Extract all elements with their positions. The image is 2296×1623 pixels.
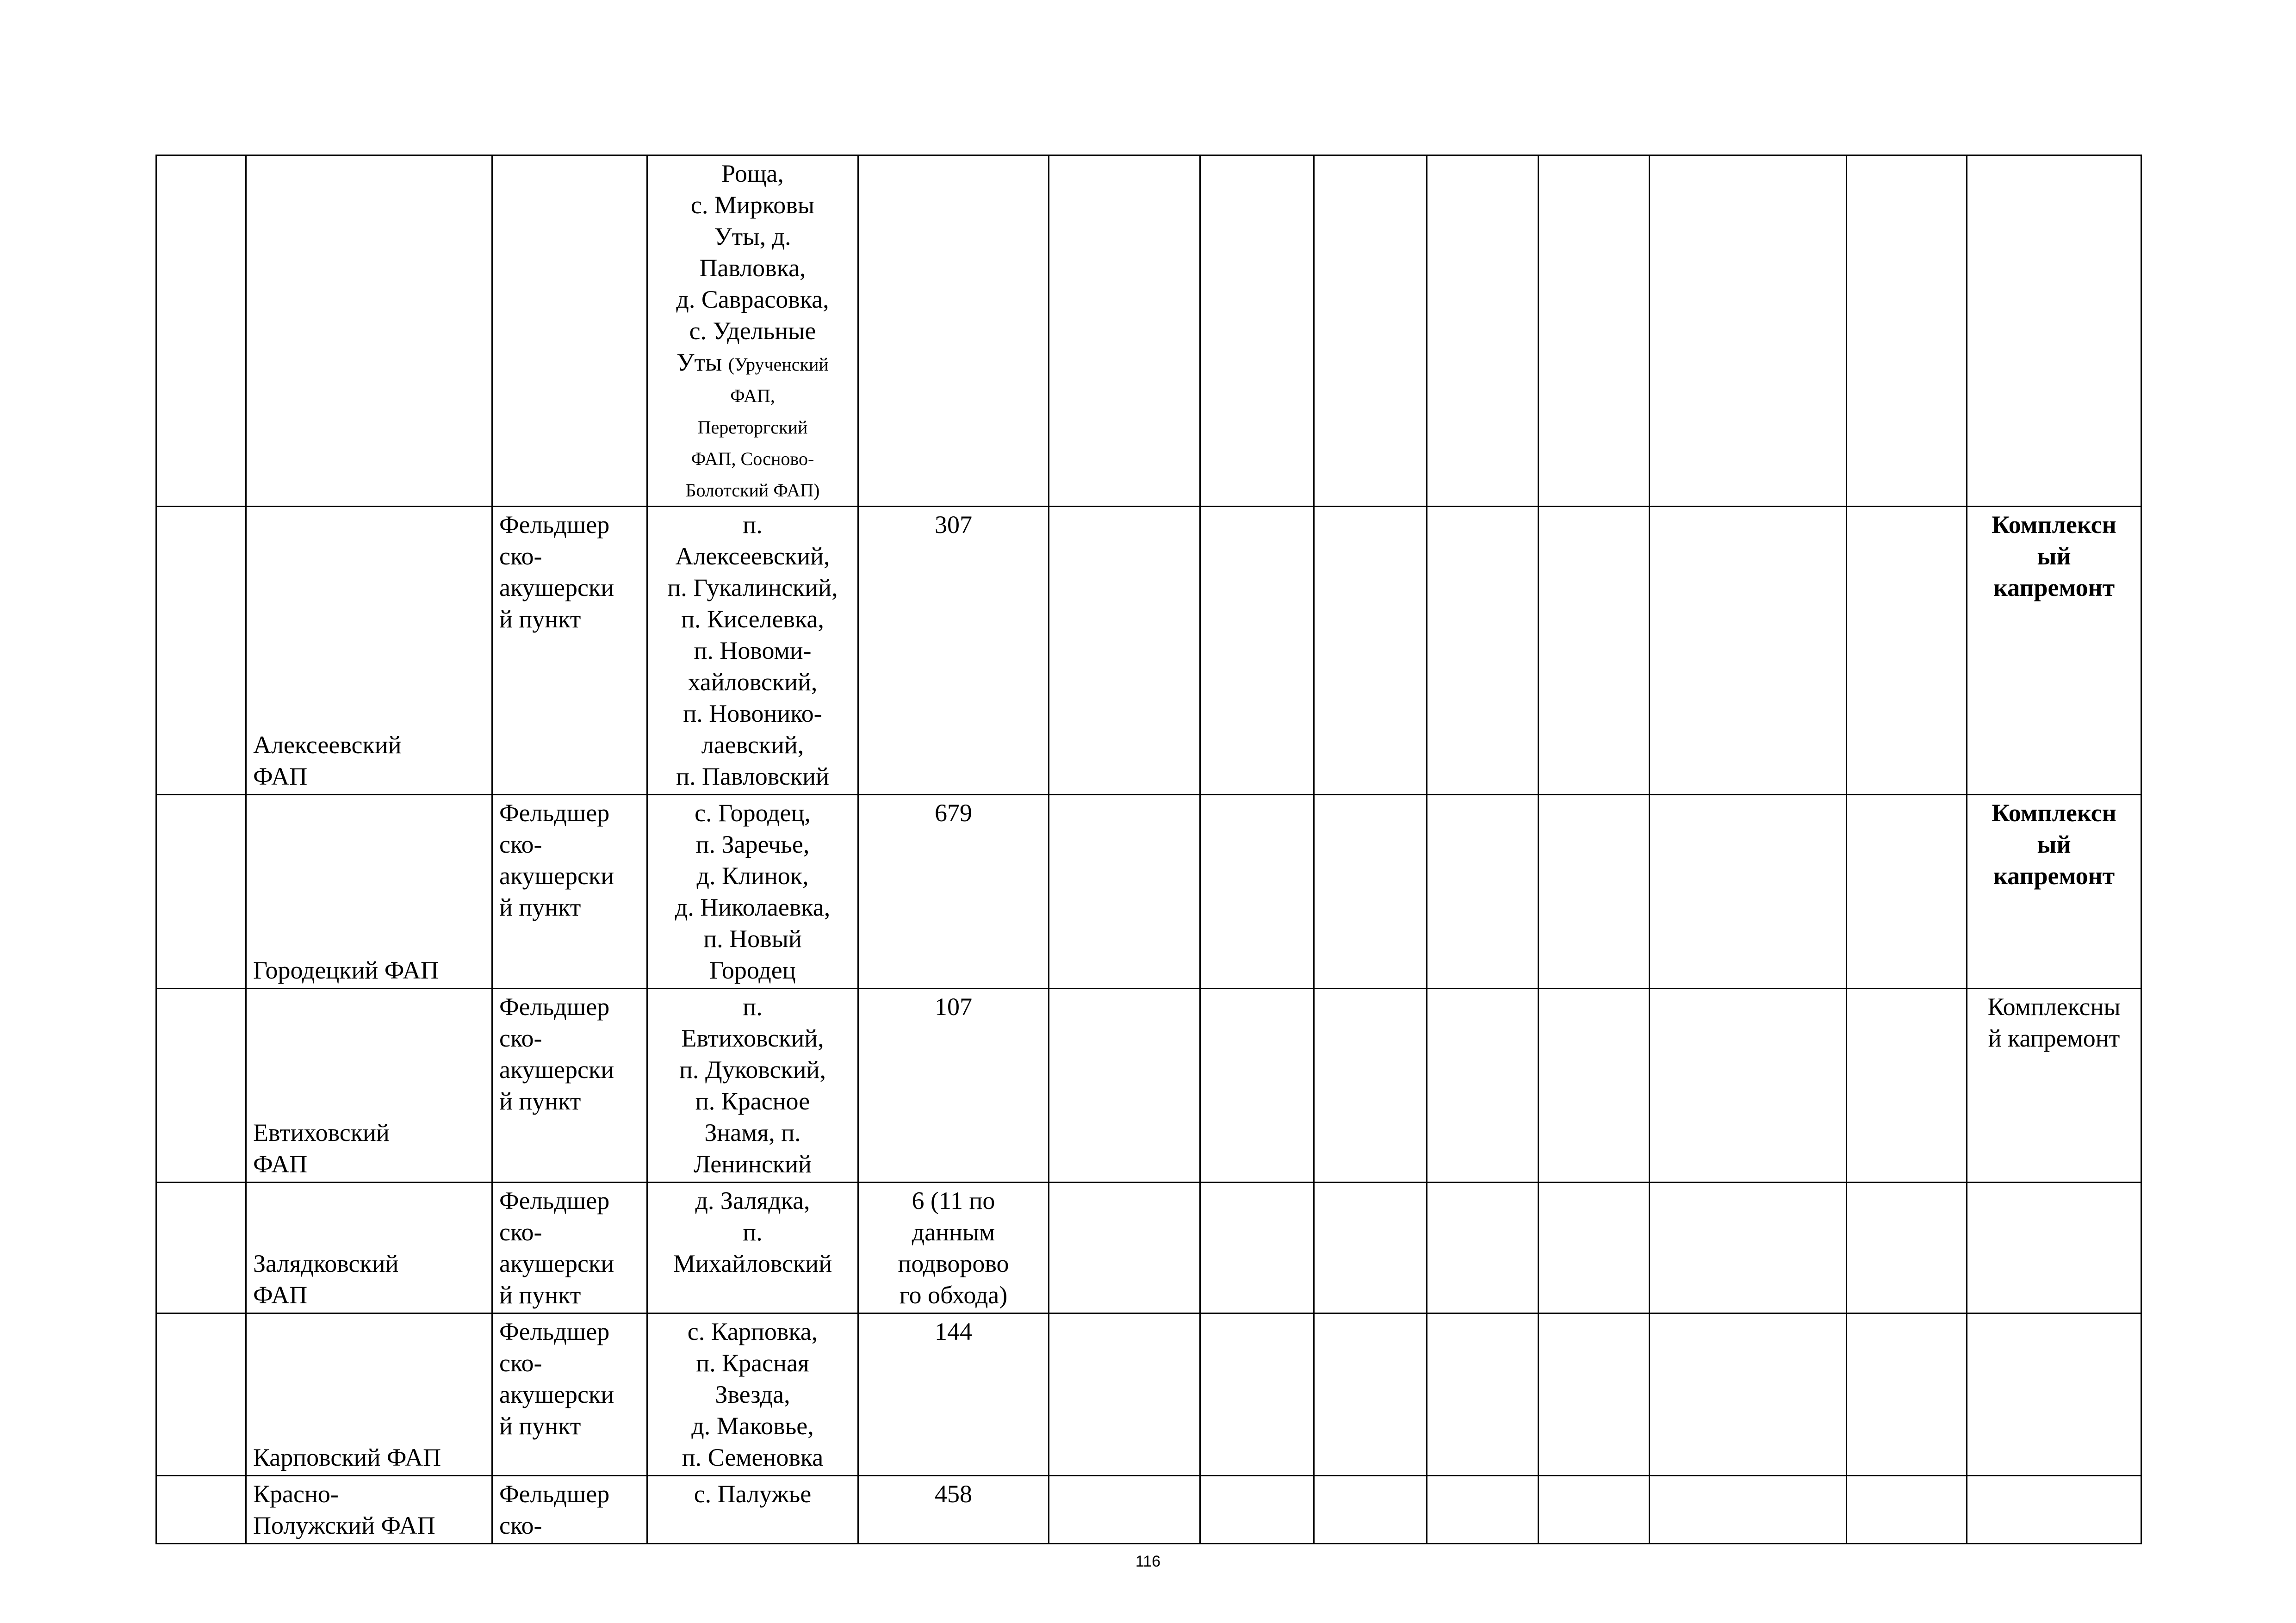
row-number-cell xyxy=(156,795,246,989)
localities-cell: с. Карповка, п. Красная Звезда, д. Маковье, п. Семеновка xyxy=(647,1313,858,1476)
facility-name-cell: Карповский ФАП xyxy=(246,1313,492,1476)
empty-cell xyxy=(1427,1183,1539,1313)
empty-cell xyxy=(1539,989,1650,1183)
empty-cell xyxy=(1200,1476,1314,1544)
empty-cell xyxy=(1314,507,1427,795)
row-number-cell xyxy=(156,507,246,795)
facility-type-cell: Фельдшер ско- акушерски й пункт xyxy=(492,1183,647,1313)
empty-cell xyxy=(1049,1313,1200,1476)
empty-cell xyxy=(1200,795,1314,989)
localities-cell: п. Евтиховский, п. Дуковский, п. Красное Знамя, п. Ленинский xyxy=(647,989,858,1183)
empty-cell xyxy=(1847,155,1967,507)
empty-cell xyxy=(1200,1313,1314,1476)
empty-cell xyxy=(1539,507,1650,795)
empty-cell xyxy=(1427,795,1539,989)
empty-cell xyxy=(1847,795,1967,989)
empty-cell xyxy=(1200,507,1314,795)
table-row xyxy=(156,795,2141,989)
empty-cell xyxy=(1314,989,1427,1183)
facility-type-cell: Фельдшер ско- xyxy=(492,1476,647,1544)
row-number-cell xyxy=(156,1183,246,1313)
empty-cell xyxy=(1847,507,1967,795)
empty-cell xyxy=(1650,989,1847,1183)
empty-cell xyxy=(1049,795,1200,989)
localities-cell: с. Городец, п. Заречье, д. Клинок, д. Николаевка, п. Новый Городец xyxy=(647,795,858,989)
facility-type-cell: Фельдшер ско- акушерски й пункт xyxy=(492,1313,647,1476)
empty-cell xyxy=(1847,1183,1967,1313)
empty-cell xyxy=(1049,989,1200,1183)
row-number-cell xyxy=(156,155,246,507)
row-number-cell xyxy=(156,989,246,1183)
row-number-cell xyxy=(156,1476,246,1544)
empty-cell xyxy=(1314,1313,1427,1476)
note-cell xyxy=(1967,155,2141,507)
empty-cell xyxy=(1049,507,1200,795)
row-number-cell xyxy=(156,1313,246,1476)
table-row xyxy=(156,507,2141,795)
empty-cell xyxy=(1049,1183,1200,1313)
empty-cell xyxy=(1539,155,1650,507)
facility-type-cell: Фельдшер ско- акушерски й пункт xyxy=(492,795,647,989)
empty-cell xyxy=(1314,795,1427,989)
empty-cell xyxy=(1539,1476,1650,1544)
empty-cell xyxy=(1847,1476,1967,1544)
empty-cell xyxy=(1049,1476,1200,1544)
population-cell xyxy=(858,155,1049,507)
empty-cell xyxy=(1650,1476,1847,1544)
empty-cell xyxy=(1200,155,1314,507)
empty-cell xyxy=(1539,795,1650,989)
population-cell: 458 xyxy=(858,1476,1049,1544)
empty-cell xyxy=(1539,1313,1650,1476)
population-cell: 144 xyxy=(858,1313,1049,1476)
page-number: 116 xyxy=(1135,1553,1161,1570)
facility-name-cell: Евтиховский ФАП xyxy=(246,989,492,1183)
empty-cell xyxy=(1200,989,1314,1183)
facility-type-cell xyxy=(492,155,647,507)
population-cell: 107 xyxy=(858,989,1049,1183)
empty-cell xyxy=(1314,1183,1427,1313)
facilities-table xyxy=(155,155,2142,1544)
note-cell: Комплексны й капремонт xyxy=(1967,989,2141,1183)
empty-cell xyxy=(1539,1183,1650,1313)
empty-cell xyxy=(1049,155,1200,507)
note-cell: Комплексн ый капремонт xyxy=(1967,795,2141,989)
empty-cell xyxy=(1427,1313,1539,1476)
empty-cell xyxy=(1427,155,1539,507)
localities-text: Роща, с. Мирковы Уты, д. Павловка, д. Саврасовка, с. Удельные Уты xyxy=(676,160,829,376)
empty-cell xyxy=(1650,155,1847,507)
facility-type-cell: Фельдшер ско- акушерски й пункт xyxy=(492,507,647,795)
empty-cell xyxy=(1847,989,1967,1183)
empty-cell xyxy=(1314,1476,1427,1544)
facility-name-cell: Залядковский ФАП xyxy=(246,1183,492,1313)
empty-cell xyxy=(1650,507,1847,795)
empty-cell xyxy=(1200,1183,1314,1313)
population-cell: 307 xyxy=(858,507,1049,795)
facility-name-cell: Красно- Полужский ФАП xyxy=(246,1476,492,1544)
localities-cell: п. Алексеевский, п. Гукалинский, п. Киселевка, п. Новоми- хайловский, п. Новонико- лаевский, п. Павловский xyxy=(647,507,858,795)
facility-name-cell: Алексеевский ФАП xyxy=(246,507,492,795)
localities-cell: с. Палужье xyxy=(647,1476,858,1544)
localities-cell: д. Залядка, п. Михайловский xyxy=(647,1183,858,1313)
empty-cell xyxy=(1650,1313,1847,1476)
table-row xyxy=(156,155,2141,507)
empty-cell xyxy=(1650,795,1847,989)
note-cell xyxy=(1967,1183,2141,1313)
localities-cell xyxy=(647,155,858,507)
empty-cell xyxy=(1427,989,1539,1183)
empty-cell xyxy=(1427,507,1539,795)
population-cell: 6 (11 по данным подворово го обхода) xyxy=(858,1183,1049,1313)
empty-cell xyxy=(1650,1183,1847,1313)
population-cell: 679 xyxy=(858,795,1049,989)
facility-name-cell xyxy=(246,155,492,507)
empty-cell xyxy=(1847,1313,1967,1476)
table-row xyxy=(156,989,2141,1183)
note-cell xyxy=(1967,1313,2141,1476)
facility-type-cell: Фельдшер ско- акушерски й пункт xyxy=(492,989,647,1183)
note-cell xyxy=(1967,1476,2141,1544)
table-row xyxy=(156,1313,2141,1476)
localities-note: (Уручeнский ФАП, Переторгский ФАП, Сосново- Болотский ФАП) xyxy=(685,354,829,501)
facility-name-cell: Городецкий ФАП xyxy=(246,795,492,989)
table-row xyxy=(156,1183,2141,1313)
empty-cell xyxy=(1427,1476,1539,1544)
note-cell: Комплексн ый капремонт xyxy=(1967,507,2141,795)
table-row xyxy=(156,1476,2141,1544)
empty-cell xyxy=(1314,155,1427,507)
